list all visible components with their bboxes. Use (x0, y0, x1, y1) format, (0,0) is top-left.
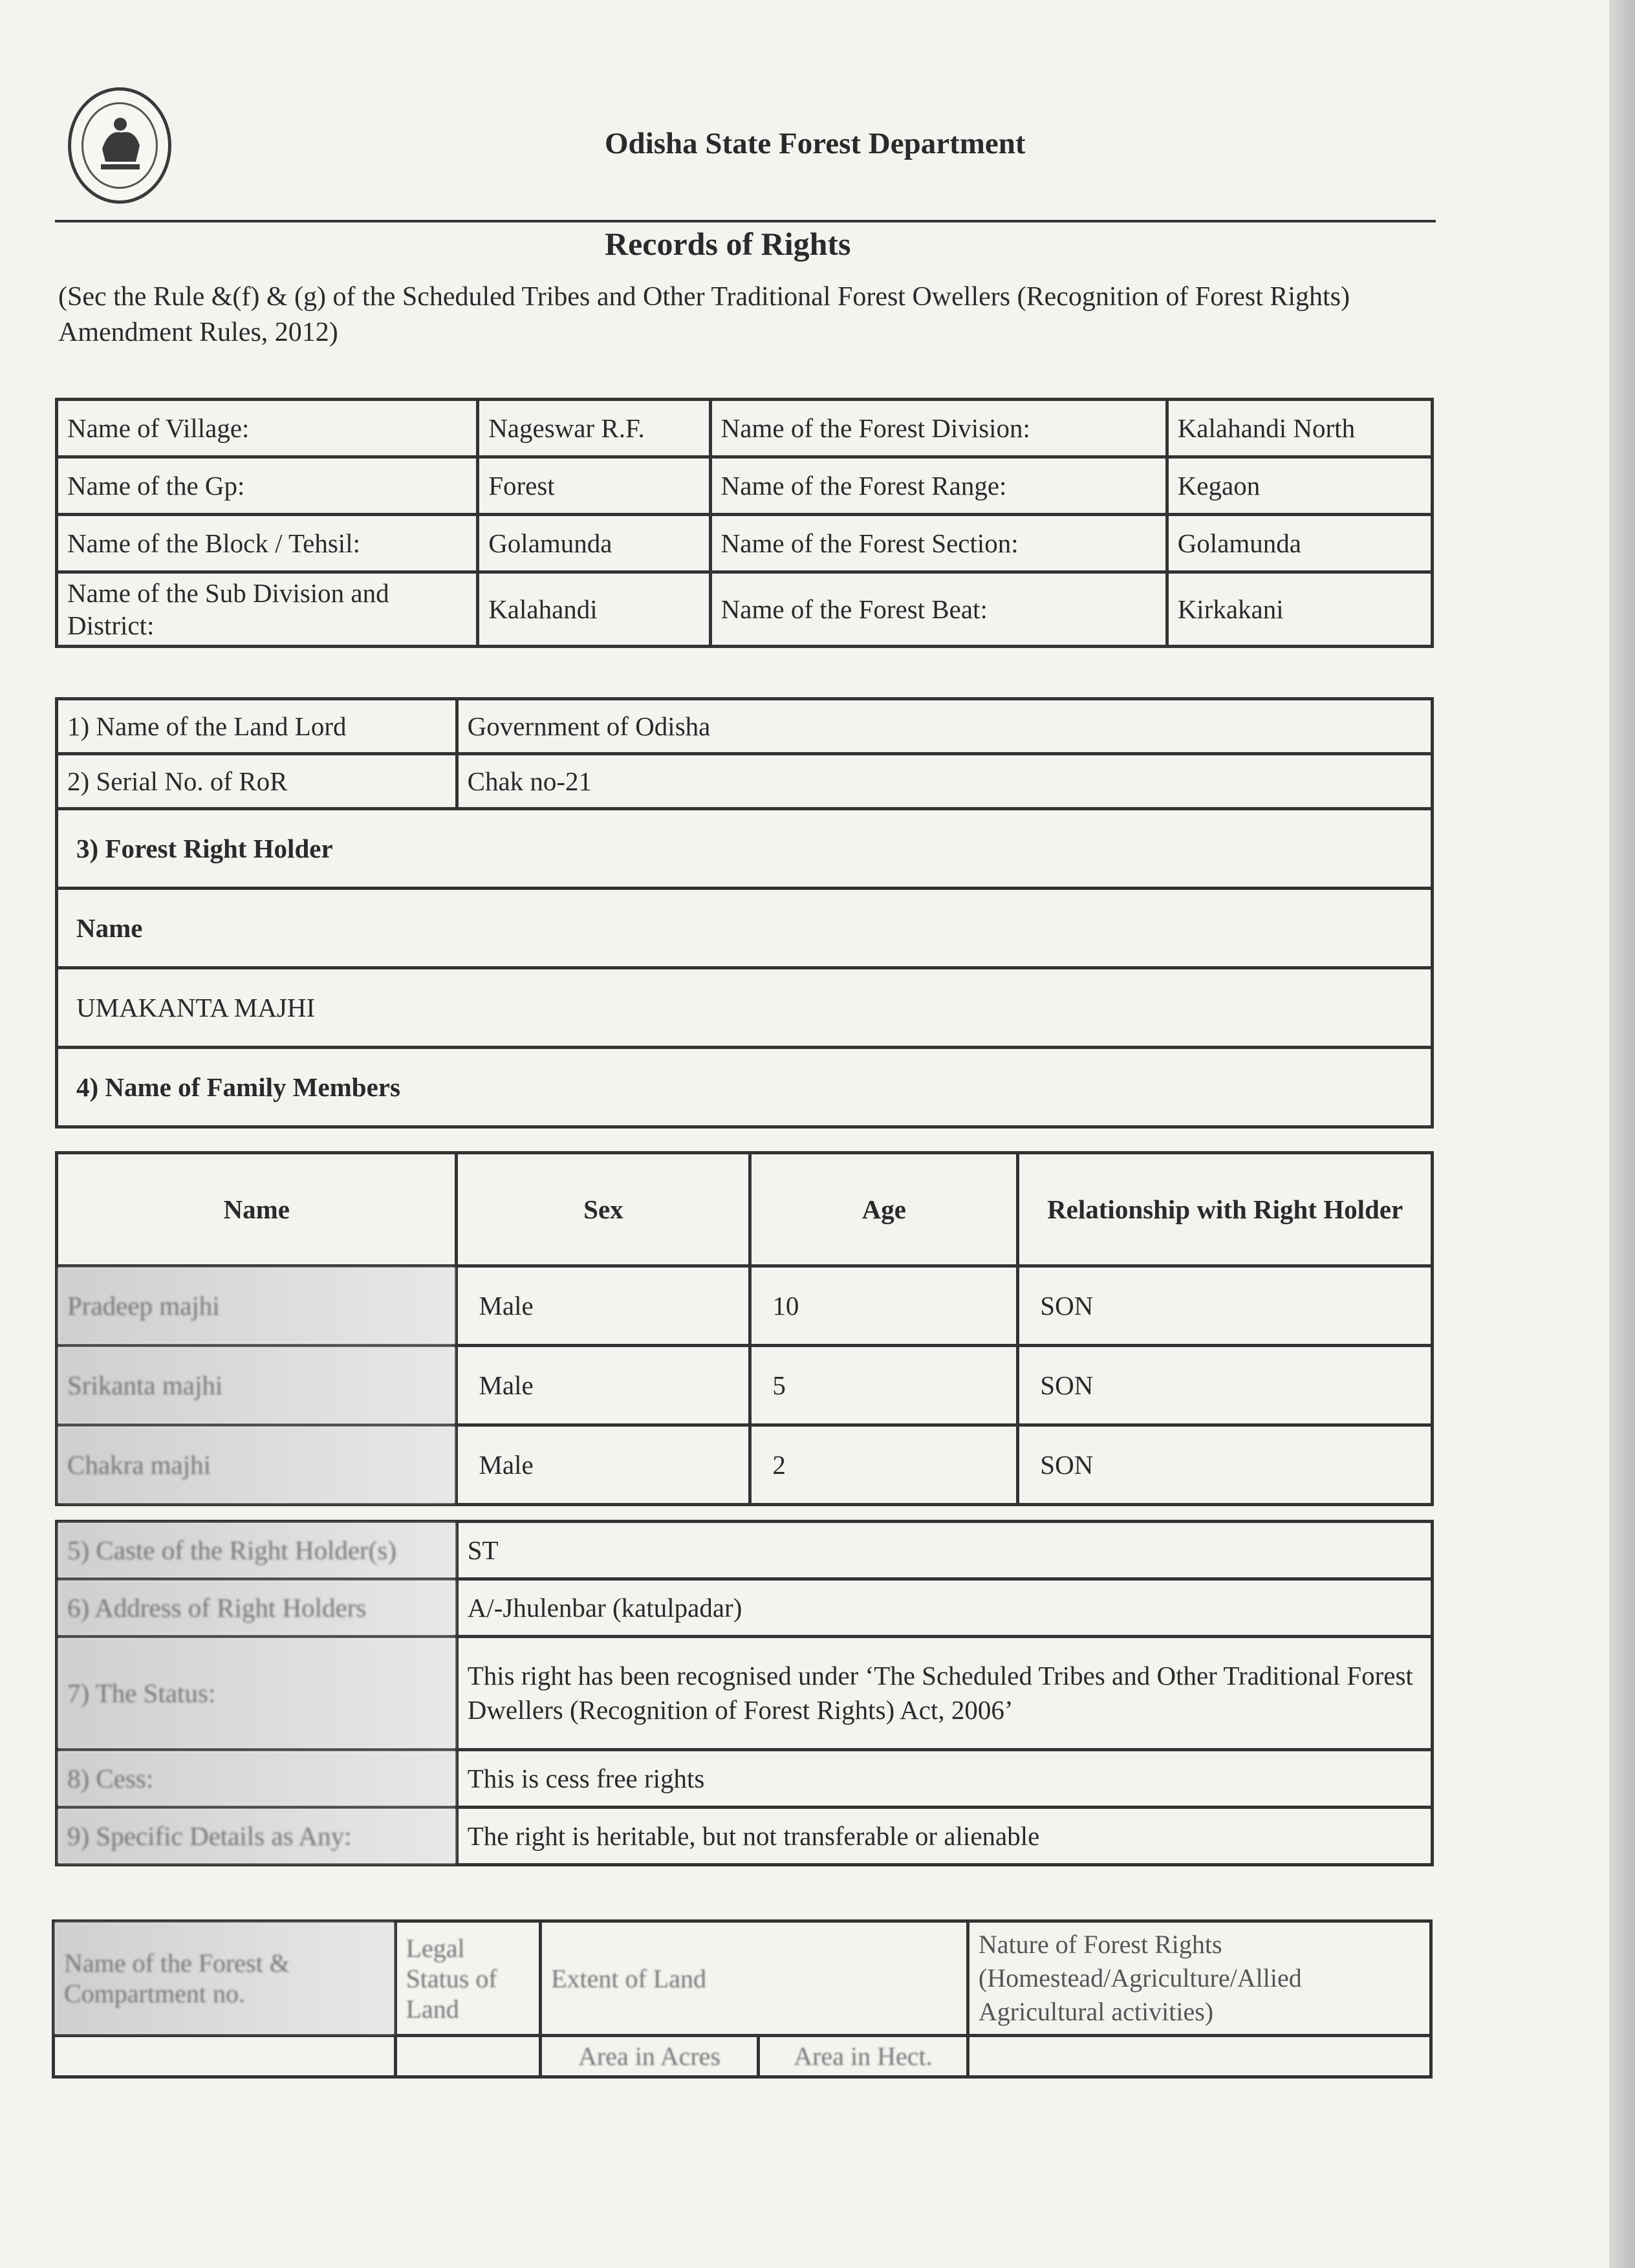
block-label: Name of the Block / Tehsil: (57, 515, 478, 572)
col-header-relationship: Relationship with Right Holder (1018, 1153, 1433, 1266)
member-sex: Male (457, 1425, 750, 1505)
legal-status-cell (395, 2036, 541, 2077)
caste-value: ST (457, 1522, 1432, 1579)
family-members-table (55, 1151, 1434, 1506)
forest-division-label: Name of the Forest Division: (710, 400, 1167, 457)
nature-of-rights-header: Nature of Forest Rights (Homestead/Agriculture/Allied Agricultural activities) (968, 1921, 1431, 2036)
extent-of-land-header: Extent of Land (541, 1921, 968, 2036)
land-details-table (52, 1919, 1433, 2079)
address-label: 6) Address of Right Holders (57, 1579, 457, 1637)
forest-range-label: Name of the Forest Range: (710, 457, 1167, 515)
table-row (57, 572, 1433, 647)
block-value: Golamunda (478, 515, 710, 572)
gp-value: Forest (478, 457, 710, 515)
cess-label: 8) Cess: (57, 1750, 457, 1808)
table-row (57, 699, 1433, 754)
table-row (57, 1346, 1433, 1425)
member-relation: SON (1018, 1266, 1433, 1346)
name-heading: Name (57, 889, 1433, 968)
specific-details-value: The right is heritable, but not transferable or alienable (457, 1808, 1432, 1865)
table-row (57, 754, 1433, 809)
legal-status-header: Legal Status of Land (395, 1921, 541, 2036)
table-row (57, 1266, 1433, 1346)
serial-value: Chak no-21 (457, 754, 1432, 809)
forest-compartment-header: Name of the Forest & Compartment no. (54, 1921, 396, 2036)
right-holder-heading: 3) Forest Right Holder (57, 809, 1433, 889)
table-row (57, 1808, 1433, 1865)
table-row (57, 400, 1433, 457)
details-table (55, 1520, 1434, 1866)
cess-value: This is cess free rights (457, 1750, 1432, 1808)
col-header-sex: Sex (457, 1153, 750, 1266)
rule-reference: (Sec the Rule &(f) & (g) of the Scheduled Tribes and Other Traditional Forest Owellers (Recognition of Forest Rights) Amendment Rules, 2012) (58, 282, 1350, 347)
member-relation: SON (1018, 1425, 1433, 1505)
emblem-icon (89, 110, 151, 181)
forest-division-value: Kalahandi North (1167, 400, 1432, 457)
table-header-row (57, 1153, 1433, 1266)
caste-label: 5) Caste of the Right Holder(s) (57, 1522, 457, 1579)
village-label: Name of Village: (57, 400, 478, 457)
area-acres-header: Area in Acres (541, 2036, 759, 2077)
table-row (57, 1522, 1433, 1579)
member-name: Chakra majhi (57, 1425, 457, 1505)
forest-beat-label: Name of the Forest Beat: (710, 572, 1167, 647)
table-row (57, 515, 1433, 572)
subdivision-label: Name of the Sub Division and District: (57, 572, 478, 647)
member-age: 2 (750, 1425, 1018, 1505)
land-lord-value: Government of Odisha (457, 699, 1432, 754)
family-heading: 4) Name of Family Members (57, 1048, 1433, 1127)
right-holder-name: UMAKANTA MAJHI (57, 968, 1433, 1048)
member-relation: SON (1018, 1346, 1433, 1425)
table-row (57, 1048, 1433, 1127)
odisha-emblem-seal (68, 87, 171, 204)
table-row (54, 2036, 1431, 2077)
right-holder-table (55, 697, 1434, 1129)
page-title: Records of Rights (605, 226, 851, 262)
table-header-row (54, 1921, 1431, 2036)
forest-range-value: Kegaon (1167, 457, 1432, 515)
table-row (57, 1425, 1433, 1505)
member-name: Pradeep majhi (57, 1266, 457, 1346)
village-value: Nageswar R.F. (478, 400, 710, 457)
gp-label: Name of the Gp: (57, 457, 478, 515)
col-header-name: Name (57, 1153, 457, 1266)
department-name: Odisha State Forest Department (605, 127, 1026, 160)
table-row (57, 457, 1433, 515)
forest-compartment-cell (54, 2036, 396, 2077)
table-row (57, 968, 1433, 1048)
land-lord-label: 1) Name of the Land Lord (57, 699, 457, 754)
member-age: 5 (750, 1346, 1018, 1425)
member-name: Srikanta majhi (57, 1346, 457, 1425)
specific-details-label: 9) Specific Details as Any: (57, 1808, 457, 1865)
forest-section-label: Name of the Forest Section: (710, 515, 1167, 572)
status-label: 7) The Status: (57, 1637, 457, 1750)
page-edge (1609, 0, 1635, 2268)
table-row (57, 1579, 1433, 1637)
address-value: A/-Jhulenbar (katulpadar) (457, 1579, 1432, 1637)
forest-beat-value: Kirkakani (1167, 572, 1432, 647)
col-header-age: Age (750, 1153, 1018, 1266)
table-row (57, 1637, 1433, 1750)
table-row (57, 889, 1433, 968)
serial-label: 2) Serial No. of RoR (57, 754, 457, 809)
table-row (57, 1750, 1433, 1808)
forest-section-value: Golamunda (1167, 515, 1432, 572)
table-row (57, 809, 1433, 889)
header-divider (55, 220, 1436, 222)
nature-of-rights-cell (968, 2036, 1431, 2077)
member-age: 10 (750, 1266, 1018, 1346)
location-info-table (55, 398, 1434, 648)
member-sex: Male (457, 1346, 750, 1425)
status-value: This right has been recognised under ‘The Scheduled Tribes and Other Traditional Forest Dwellers (Recognition of Forest Rights) Act, 2006’ (457, 1637, 1432, 1750)
area-hect-header: Area in Hect. (758, 2036, 968, 2077)
subdivision-value: Kalahandi (478, 572, 710, 647)
member-sex: Male (457, 1266, 750, 1346)
